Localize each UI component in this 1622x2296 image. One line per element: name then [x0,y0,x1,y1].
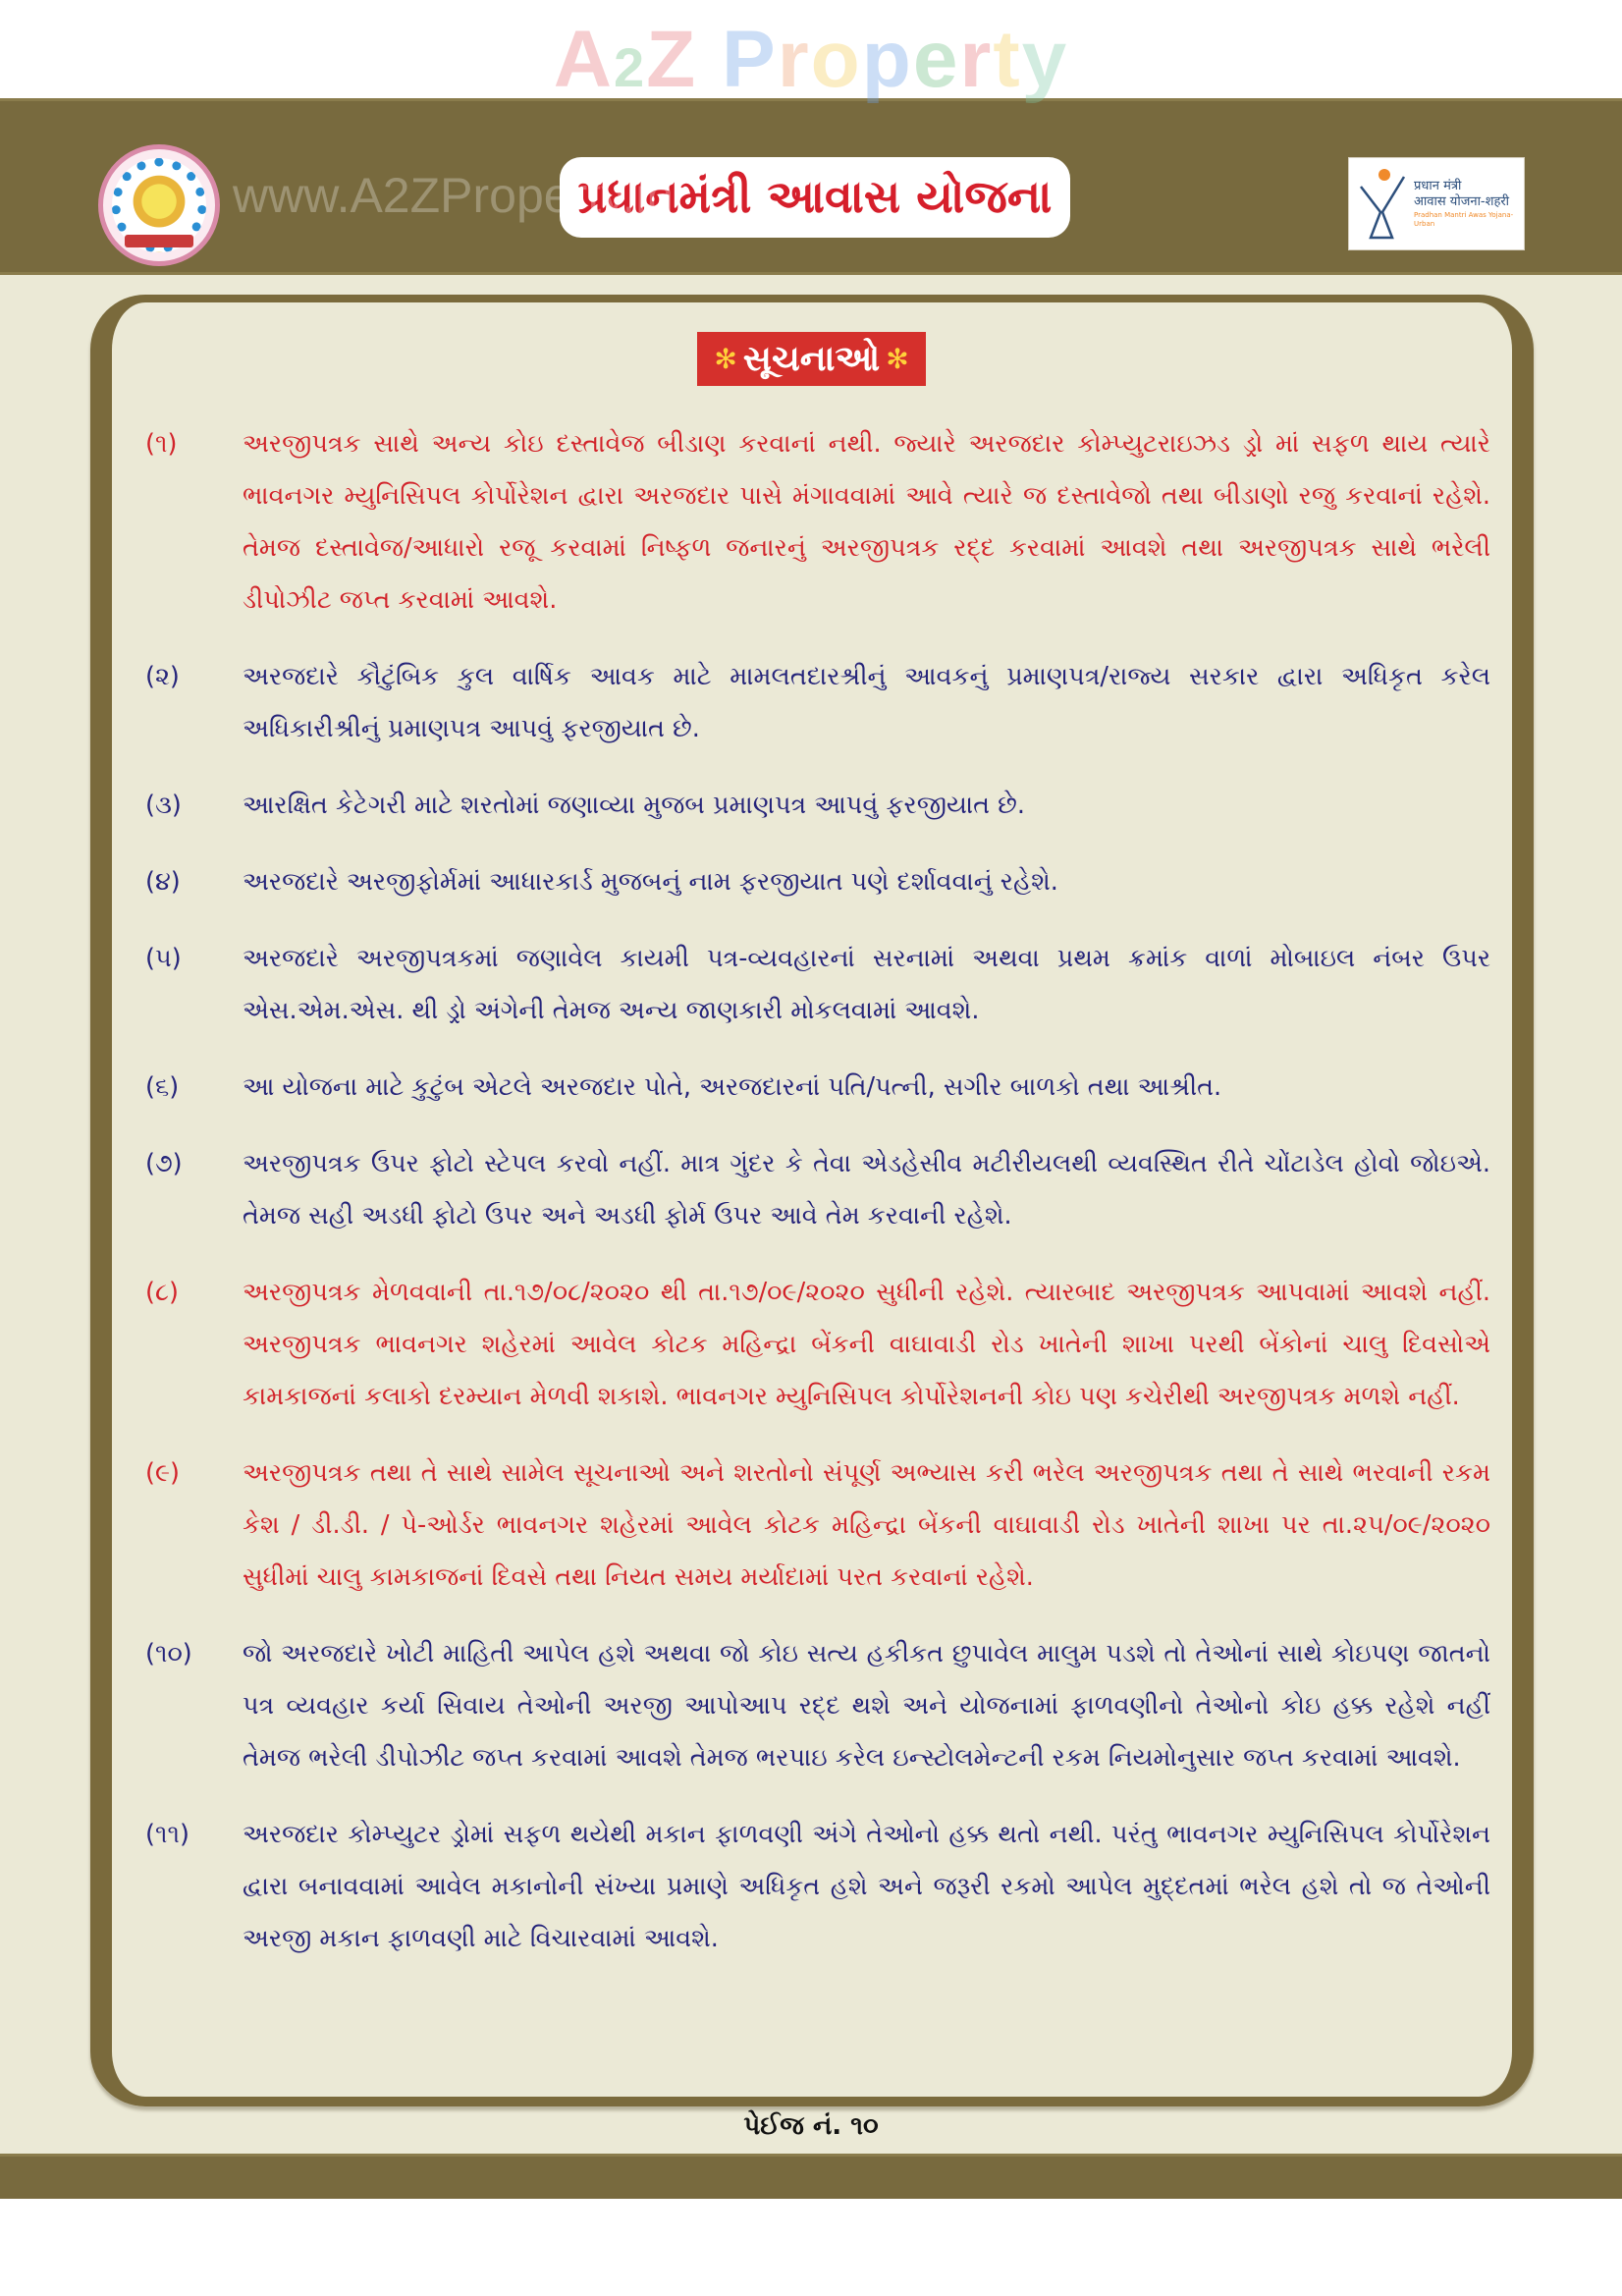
item-number: (૧૧) [145,1820,189,1849]
list-item [145,651,1490,755]
item-text: આ યોજના માટે કુટુંબ એટલે અરજદાર પોતે, અરજદારનાં પતિ/પત્ની, સગીર બાળકો તથા આશ્રીત. [243,1072,1222,1102]
page-number: પેઈજ નં. ૧૦ [743,2111,879,2141]
item-text: અરજીપત્રક તથા તે સાથે સામેલ સૂચનાઓ અને શરતોનો સંપૂર્ણ અભ્યાસ કરી ભરેલ અરજીપત્રક તથા તે સાથે ભરવાની રકમ કેશ / ડી.ડી. / પે-ઓર્ડર ભાવનગર શહેરમાં આવેલ કોટક મહિન્દ્રા બેંકની વાઘાવાડી રોડ ખાતેની શાખા પર તા.૨૫/૦૯/૨૦૨૦ સુધીમાં ચાલુ કામકાજનાં દિવસે તથા નિયત સમય મર્યાદામાં પરત કરવાનાં રહેશે. [243,1458,1490,1592]
item-number: (૫) [145,944,182,973]
item-text: અરજીપત્રક સાથે અન્ય કોઇ દસ્તાવેજ બીડાણ કરવાનાં નથી. જ્યારે અરજદાર કોમ્પ્યુટરાઇઝડ ડ્રો માં સફળ થાય ત્યારે ભાવનગર મ્યુનિસિપલ કોર્પોરેશન દ્વારા અરજદાર પાસે મંગાવવામાં આવે ત્યારે જ દસ્તાવેજો તથા બીડાણો રજુ કરવાનાં રહેશે. તેમજ દસ્તાવેજ/આધારો રજૂ કરવામાં નિષ્ફળ જનારનું અરજીપત્રક રદ્દ કરવામાં આવશે તથા અરજીપત્રક સાથે ભરેલી ડીપોઝીટ જપ્ત કરવામાં આવશે. [243,429,1490,615]
list-item [145,1448,1490,1604]
item-text: જો અરજદારે ખોટી માહિતી આપેલ હશે અથવા જો કોઇ સત્ય હકીકત છુપાવેલ માલુમ પડશે તો તેઓનાં સાથે કોઇપણ જાતનો પત્ર વ્યવહાર કર્યા સિવાય તેઓની અરજી આપોઆપ રદ્દ થશે અને યોજનામાં ફાળવણીનો તેઓનો કોઇ હક્ક રહેશે નહીં તેમજ ભરેલી ડીપોઝીટ જપ્ત કરવામાં આવશે તેમજ ભરપાઇ કરેલ ઇન્સ્ટોલમેન્ટની રકમ નિયમોનુસાર જપ્ત કરવામાં આવશે. [243,1639,1490,1773]
watermark-letter: r [959,15,994,104]
item-text: અરજીપત્રક ઉપર ફોટો સ્ટેપલ કરવો નહીં. માત્ર ગુંદર કે તેવા એડહેસીવ મટીરીયલથી વ્યવસ્થિત રીતે ચોંટાડેલ હોવો જોઇએ. તેમજ સહી અડધી ફોટો ઉપર અને અડધી ફોર્મ ઉપર આવે તેમ કરવાની રહેશે. [243,1149,1490,1230]
watermark-letter: 2 [613,36,647,98]
item-text: અરજદારે અરજીપત્રકમાં જણાવેલ કાયમી પત્ર-વ્યવહારનાં સરનામાં અથવા પ્રથમ ક્રમાંક વાળાં મોબાઇલ નંબર ઉપર એસ.એમ.એસ. થી ડ્રો અંગેની તેમજ અન્ય જાણકારી મોકલવામાં આવશે. [243,944,1490,1025]
footer-band [0,2154,1622,2199]
watermark-letter: p [861,15,913,104]
instructions-list [145,418,1490,1990]
instructions-heading-badge [697,332,926,386]
watermark-letter [697,15,722,104]
watermark-letter: A [553,15,614,104]
item-text: અરજીપત્રક મેળવવાની તા.૧૭/૦૮/૨૦૨૦ થી તા.૧૭/૦૯/૨૦૨૦ સુધીની રહેશે. ત્યારબાદ અરજીપત્રક આપવામાં આવશે નહીં. અરજીપત્રક ભાવનગર શહેરમાં આવેલ કોટક મહિન્દ્રા બેંકની વાઘાવાડી રોડ ખાતેની શાખા પરથી બેંકોનાં ચાલુ દિવસોએ કામકાજનાં કલાકો દરમ્યાન મેળવી શકાશે. ભાવનગર મ્યુનિસિપલ કોર્પોરેશનની કોઇ પણ કચેરીથી અરજીપત્રક મળશે નહીં. [243,1278,1490,1411]
watermark-letter: r [777,15,811,104]
list-item [145,1138,1490,1242]
watermark-letter: o [810,15,862,104]
item-number: (૯) [145,1458,180,1488]
flower-star-icon: ✻ [886,343,909,375]
pmay-line2: आवास योजना-शहरी [1414,194,1510,210]
page-title: પ્રધાનમંત્રી આવાસ યોજના [560,157,1070,238]
list-item [145,856,1490,908]
watermark-letter: t [993,15,1022,104]
item-number: (૮) [145,1278,179,1307]
bmc-emblem-logo-icon [98,144,220,266]
item-number: (૬) [145,1072,180,1102]
emblem-ribbon [125,235,193,247]
watermark-letter: y [1021,15,1069,104]
item-text: આરક્ષિત કેટેગરી માટે શરતોમાં જણાવ્યા મુજબ પ્રમાણપત્ર આપવું ફરજીયાત છે. [243,791,1025,820]
item-number: (૪) [145,867,181,897]
item-text: અરજદારે અરજીફોર્મમાં આધારકાર્ડ મુજબનું નામ ફરજીયાત પણે દર્શાવવાનું રહેશે. [243,867,1058,897]
list-item [145,933,1490,1037]
pmay-line1: प्रधान मंत्री [1414,178,1462,193]
list-item [145,780,1490,832]
list-item [145,1809,1490,1965]
a2z-property-watermark [0,15,1622,104]
flower-star-icon: ✻ [714,343,737,375]
watermark-letter: P [722,15,778,104]
item-number: (૭) [145,1149,183,1178]
item-number: (૧) [145,429,178,459]
pmay-house-icon [1359,169,1408,240]
pmay-logo [1348,157,1525,250]
item-text: અરજદારે કૌટુંબિક કુલ વાર્ષિક આવક માટે મામલતદારશ્રીનું આવકનું પ્રમાણપત્ર/રાજ્ય સરકાર દ્વારા અધિકૃત કરેલ અધિકારીશ્રીનું પ્રમાણપત્ર આપવું ફરજીયાત છે. [243,662,1490,743]
item-number: (૩) [145,791,182,820]
list-item [145,1628,1490,1784]
url-watermark: www.A2ZProperty.in [233,168,675,223]
watermark-letter: e [912,15,960,104]
item-number: (૨) [145,662,180,691]
watermark-letter: Z [646,15,698,104]
item-text: અરજદાર કોમ્પ્યુટર ડ્રોમાં સફળ થયેથી મકાન ફાળવણી અંગે તેઓનો હક્ક થતો નથી. પરંતુ ભાવનગર મ્યુનિસિપલ કોર્પોરેશન દ્વારા બનાવવામાં આવેલ મકાનોની સંખ્યા પ્રમાણે અધિકૃત હશે અને જરૂરી રકમો આપેલ મુદ્દતમાં ભરેલ હશે તો જ તેઓની અરજી મકાન ફાળવણી માટે વિચારવામાં આવશે. [243,1820,1490,1953]
list-item [145,1267,1490,1423]
item-number: (૧૦) [145,1639,192,1668]
sun-icon [1379,169,1390,181]
list-item [145,1062,1490,1114]
list-item [145,418,1490,627]
section-title: સૂચનાઓ [742,338,881,379]
pmay-line3: Pradhan Mantri Awas Yojana-Urban [1414,211,1514,229]
pmay-logo-text [1414,179,1524,230]
